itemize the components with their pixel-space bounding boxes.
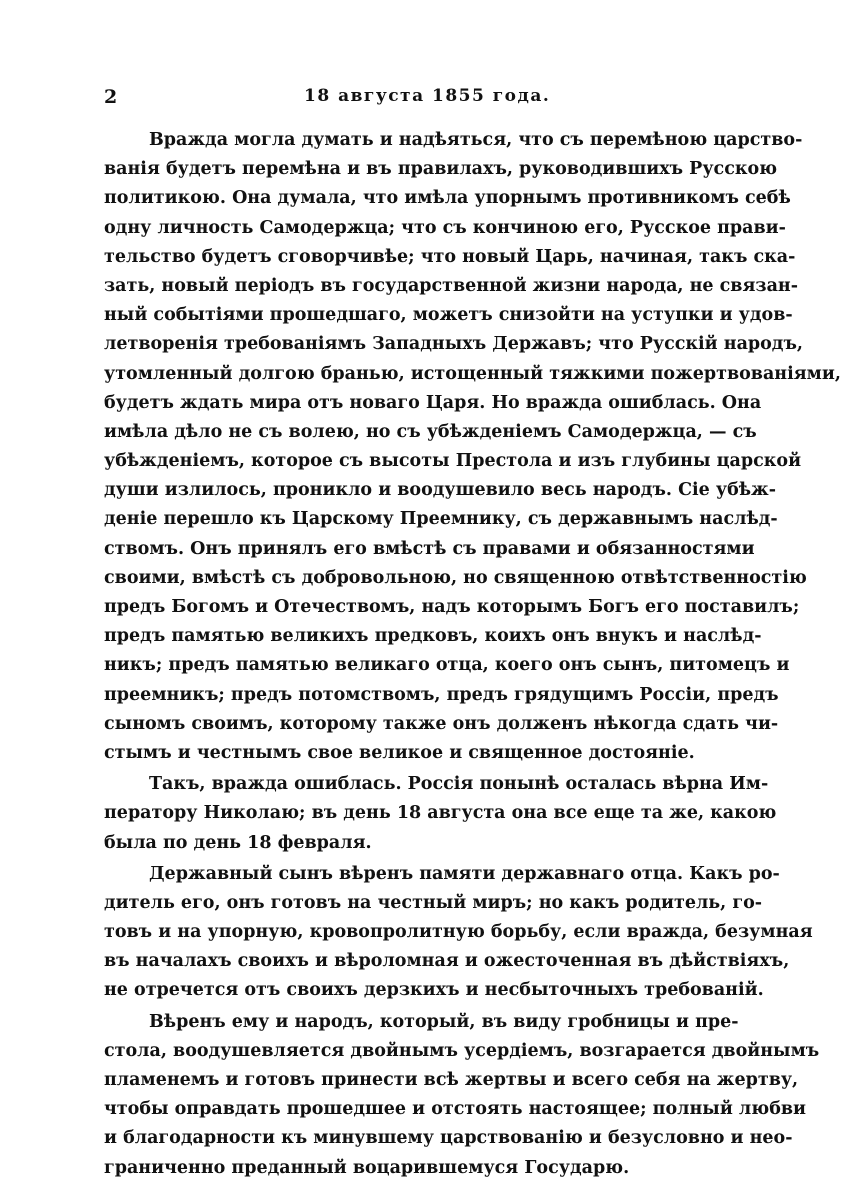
text-line: деніе перешло къ Царскому Преемнику, съ державнымъ наслѣд- [104,509,778,530]
text-line: сыномъ своимъ, которому также онъ долженъ нѣкогда сдать чи- [104,713,779,734]
text-line: будетъ ждать мира отъ новаго Царя. Но вражда ошиблась. Она [104,392,762,413]
text-line: товъ и на упорную, кровопролитную борьбу, если вражда, безумная [104,922,813,943]
text-line: чтобы оправдать прошедшее и отстоять настоящее; полный любви [104,1099,806,1120]
text-line: летворенія требованіямъ Западныхъ Державъ; что Русскій народъ, [104,334,803,355]
text-line: въ началахъ своихъ и вѣроломная и ожесточенная въ дѣйствіяхъ, [104,951,790,972]
text-line: Державный сынъ вѣренъ памяти державнаго отца. Какъ ро- [149,863,780,884]
text-line: и благодарности къ минувшему царствованію и безусловно и нео- [104,1128,793,1149]
text-line: утомленный долгою бранью, истощенный тяжкими пожертвованіями, [104,363,841,384]
text-line: граниченно преданный воцарившемуся Государю. [104,1157,630,1178]
body-text [104,126,841,1183]
text-line: ператору Николаю; въ день 18 августа она все еще та же, какою [104,803,777,824]
text-line: одну личность Самодержца; что съ кончиною его, Русское прави- [104,217,786,238]
text-line: была по день 18 февраля. [104,832,372,853]
text-line: Такъ, вражда ошиблась. Россія понынѣ осталась вѣрна Им- [149,774,769,795]
text-line: преемникъ; предъ потомствомъ, предъ грядущимъ Россіи, предъ [104,684,779,705]
text-line: своими, вмѣстѣ съ добровольною, но священною отвѣтственностію [104,567,807,588]
text-line: дитель его, онъ готовъ на честный миръ; но какъ родитель, го- [104,892,763,913]
text-line: души излилось, проникло и воодушевило весь народъ. Сіе убѣж- [104,480,776,501]
text-line: имѣла дѣло не съ волею, но съ убѣжденіемъ Самодержца, — съ [104,421,757,442]
paragraph [104,770,777,858]
text-line: Вѣренъ ему и народъ, который, въ виду гробницы и пре- [149,1011,739,1032]
text-line: предъ памятью великихъ предковъ, коихъ онъ внукъ и наслѣд- [104,626,762,647]
page-number: 2 [104,86,118,108]
paragraph [104,126,841,768]
text-line: зать, новый періодъ въ государственной жизни народа, не связан- [104,275,798,296]
text-line: стола, воодушевляется двойнымъ усердіемъ, возгарается двойнымъ [104,1040,820,1061]
text-line: тельство будетъ сговорчивѣе; что новый Царь, начиная, такъ ска- [104,246,796,267]
paragraph [104,1008,820,1183]
text-line: никъ; предъ памятью великаго отца, коего онъ сынъ, питомецъ и [104,655,790,676]
text-line: предъ Богомъ и Отечествомъ, надъ которымъ Богъ его поставилъ; [104,597,800,617]
text-line: пламенемъ и готовъ принести всѣ жертвы и всего себя на жертву, [104,1070,799,1090]
text-line: стымъ и честнымъ свое великое и священное достояніе. [104,742,695,763]
text-line: не отречется отъ своихъ дерзкихъ и несбыточныхъ требованій. [104,980,764,1001]
text-line: убѣжденіемъ, которое съ высоты Престола и изъ глубины царской [104,451,802,472]
page-header [104,86,704,116]
text-line: ствомъ. Онъ принялъ его вмѣстѣ съ правами и обязанностями [104,538,755,559]
paragraph [104,860,813,1006]
running-head: 18 августа 1855 года. [304,86,551,106]
text-line: Вражда могла думать и надѣяться, что съ перемѣною царство- [149,130,803,150]
text-line: ванія будетъ перемѣна и въ правилахъ, руководившихъ Русскою [104,159,778,180]
text-line: ный событіями прошедшаго, можетъ снизойти на уступки и удов- [104,305,793,326]
text-line: политикою. Она думала, что имѣла упорнымъ противникомъ себѣ [104,188,791,209]
